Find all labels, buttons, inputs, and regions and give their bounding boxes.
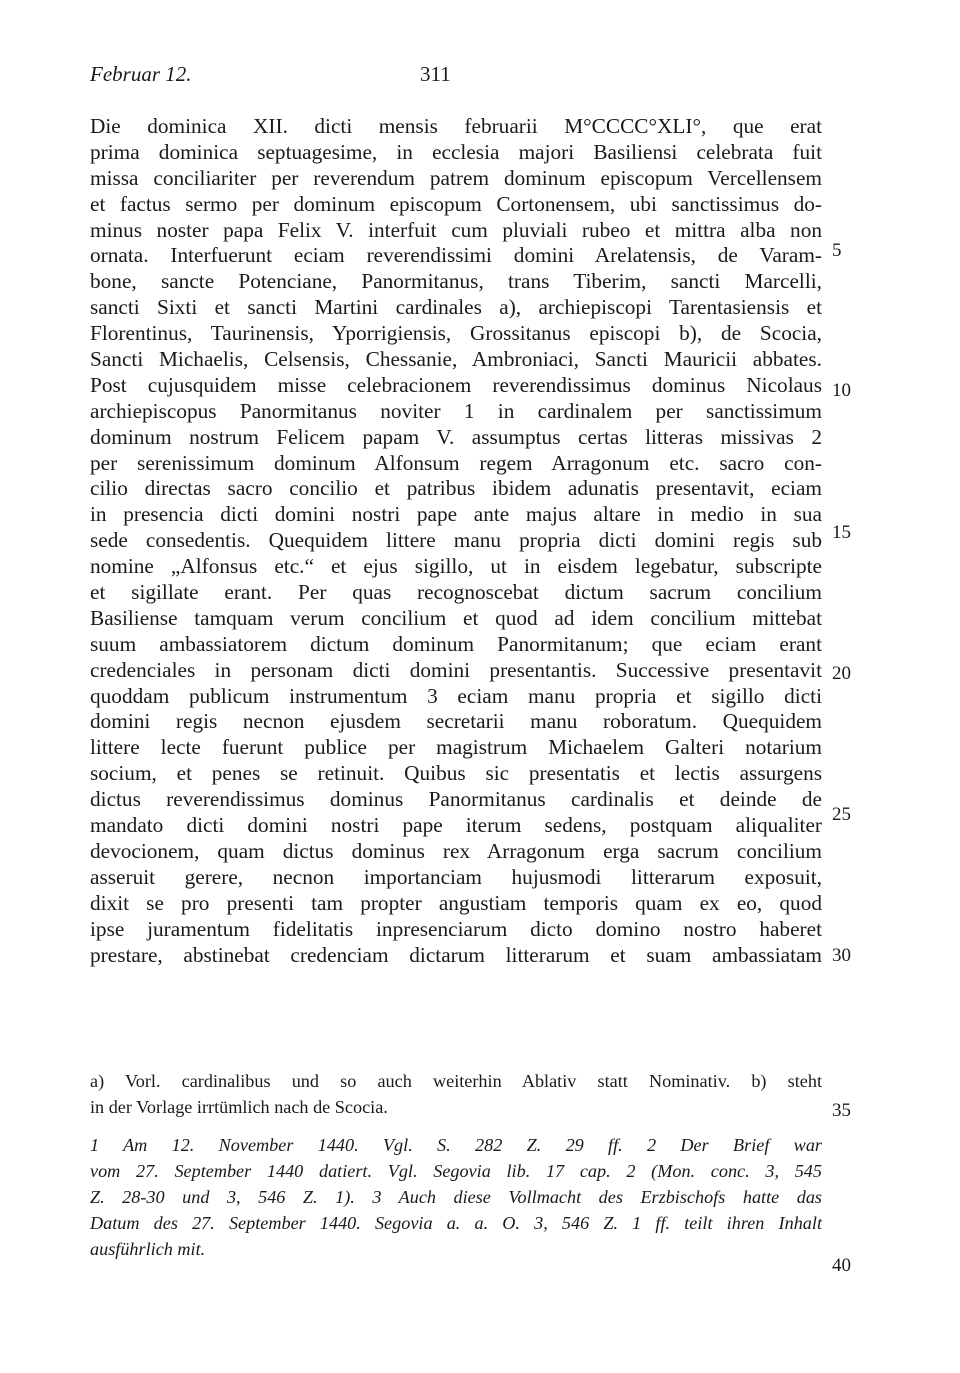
apparatus-line: in der Vorlage irrtümlich nach de Scocia. — [90, 1097, 388, 1117]
text-line: bone, sancte Potenciane, Panormitanus, trans Tiberim, sancti Marcelli, — [90, 269, 822, 294]
line-number: 35 — [832, 1100, 851, 1121]
critical-apparatus — [90, 1068, 822, 1120]
text-line: socium, et penes se retinuit. Quibus sic presentatis et lectis assurgens — [90, 761, 822, 786]
footnote-line: Datum des 27. September 1440. Segovia a. a. O. 3, 546 Z. 1 ff. teilt ihren Inhalt — [90, 1213, 822, 1233]
text-line: prima dominica septuagesime, in ecclesia majori Basiliensi celebrata fuit — [90, 139, 822, 164]
footnote-line: 1 Am 12. November 1440. Vgl. S. 282 Z. 29 ff. 2 Der Brief war — [90, 1135, 822, 1155]
text-line: credenciales in personam dicti domini presentantis. Successive presentavit — [90, 657, 822, 682]
apparatus-line: a) Vorl. cardinalibus und so auch weiterhin Ablativ statt Nominativ. b) steht — [90, 1071, 822, 1091]
text-line: asseruit gerere, necnon importanciam hujusmodi litterarum exposuit, — [90, 864, 822, 889]
text-line: et factus sermo per dominum episcopum Cortonensem, ubi sanctissimus do- — [90, 191, 822, 216]
text-line: ipse juramentum fidelitatis inpresenciarum dicto domino nostro haberet — [90, 916, 822, 941]
footnote-line: ausführlich mit. — [90, 1239, 206, 1259]
line-number: 5 — [832, 240, 842, 261]
line-number: 20 — [832, 663, 851, 684]
text-line: sede consedentis. Quequidem littere manu propria dicti domini regis sub — [90, 528, 822, 553]
text-line: dictus reverendissimus dominus Panormitanus cardinalis et deinde de — [90, 787, 822, 812]
text-line: ornata. Interfuerunt eciam reverendissimi domini Arelatensis, de Varam- — [90, 243, 822, 268]
text-line: Florentinus, Taurinensis, Yporrigiensis, Grossitanus episcopi b), de Scocia, — [90, 321, 822, 346]
footnote-line: Z. 28-30 und 3, 546 Z. 1). 3 Auch diese Vollmacht des Erzbischofs hatte das — [90, 1187, 822, 1207]
text-line: quoddam publicum instrumentum 3 eciam manu propria et sigillo dicti — [90, 683, 822, 708]
text-line: littere lecte fuerunt publice per magistrum Michaelem Galteri notarium — [90, 735, 822, 760]
text-line: cilio directas sacro concilio et patribus ibidem adunatis presentavit, eciam — [90, 476, 822, 501]
text-line: minus noster papa Felix V. interfuit cum pluviali rubeo et mittra alba non — [90, 217, 822, 242]
page-header — [90, 62, 830, 92]
text-line: devocionem, quam dictus dominus rex Arragonum erga sacrum concilium — [90, 838, 822, 863]
main-text — [90, 114, 822, 968]
text-line: mandato dicti domini nostri pape iterum sedens, postquam aliqualiter — [90, 813, 822, 838]
text-line: Sancti Michaelis, Celsensis, Chessanie, Ambroniaci, Sancti Mauricii abbates. — [90, 347, 822, 372]
text-line: dixit se pro presenti tam propter angustiam temporis quam ex eo, quod — [90, 890, 822, 915]
page-number: 311 — [420, 62, 451, 86]
text-line: domini regis necnon ejusdem secretarii manu roboratum. Quequidem — [90, 709, 822, 734]
line-number: 15 — [832, 522, 851, 543]
text-line: prestare, abstinebat credenciam dictarum litterarum et suam ambassiatam — [90, 942, 822, 967]
text-line: Post cujusquidem misse celebracionem reverendissimus dominus Nicolaus — [90, 372, 822, 397]
text-line: Die dominica XII. dicti mensis februarii M°CCCC°XLI°, que erat — [90, 114, 822, 138]
text-line: suum ambassiatorem dictum dominum Panormitanum; que eciam erant — [90, 631, 822, 656]
running-title: Februar 12. — [90, 62, 192, 86]
text-line: nomine „Alfonsus etc.“ et ejus sigillo, ut in eisdem legebatur, subscripte — [90, 554, 822, 579]
text-line: missa conciliariter per reverendum patrem dominum episcopum Vercellensem — [90, 165, 822, 190]
footnote-line: vom 27. September 1440 datiert. Vgl. Segovia lib. 17 cap. 2 (Mon. conc. 3, 545 — [90, 1161, 822, 1181]
text-line: per serenissimum dominum Alfonsum regem Arragonum etc. sacro con- — [90, 450, 822, 475]
line-number: 10 — [832, 380, 851, 401]
text-line: dominum nostrum Felicem papam V. assumptus certas litteras missivas 2 — [90, 424, 822, 449]
text-line: archiepiscopus Panormitanus noviter 1 in cardinalem per sanctissimum — [90, 398, 822, 423]
line-number: 25 — [832, 804, 851, 825]
text-line: sancti Sixti et sancti Martini cardinales a), archiepiscopi Tarentasiensis et — [90, 295, 822, 320]
line-number: 30 — [832, 945, 851, 966]
footnotes — [90, 1132, 822, 1262]
text-line: et sigillate erant. Per quas recognoscebat dictum sacrum concilium — [90, 580, 822, 605]
text-line: Basiliense tamquam verum concilium et quod ad idem concilium mittebat — [90, 605, 822, 630]
line-number: 40 — [832, 1255, 851, 1276]
text-line: in presencia dicti domini nostri pape ante majus altare in medio in sua — [90, 502, 822, 527]
